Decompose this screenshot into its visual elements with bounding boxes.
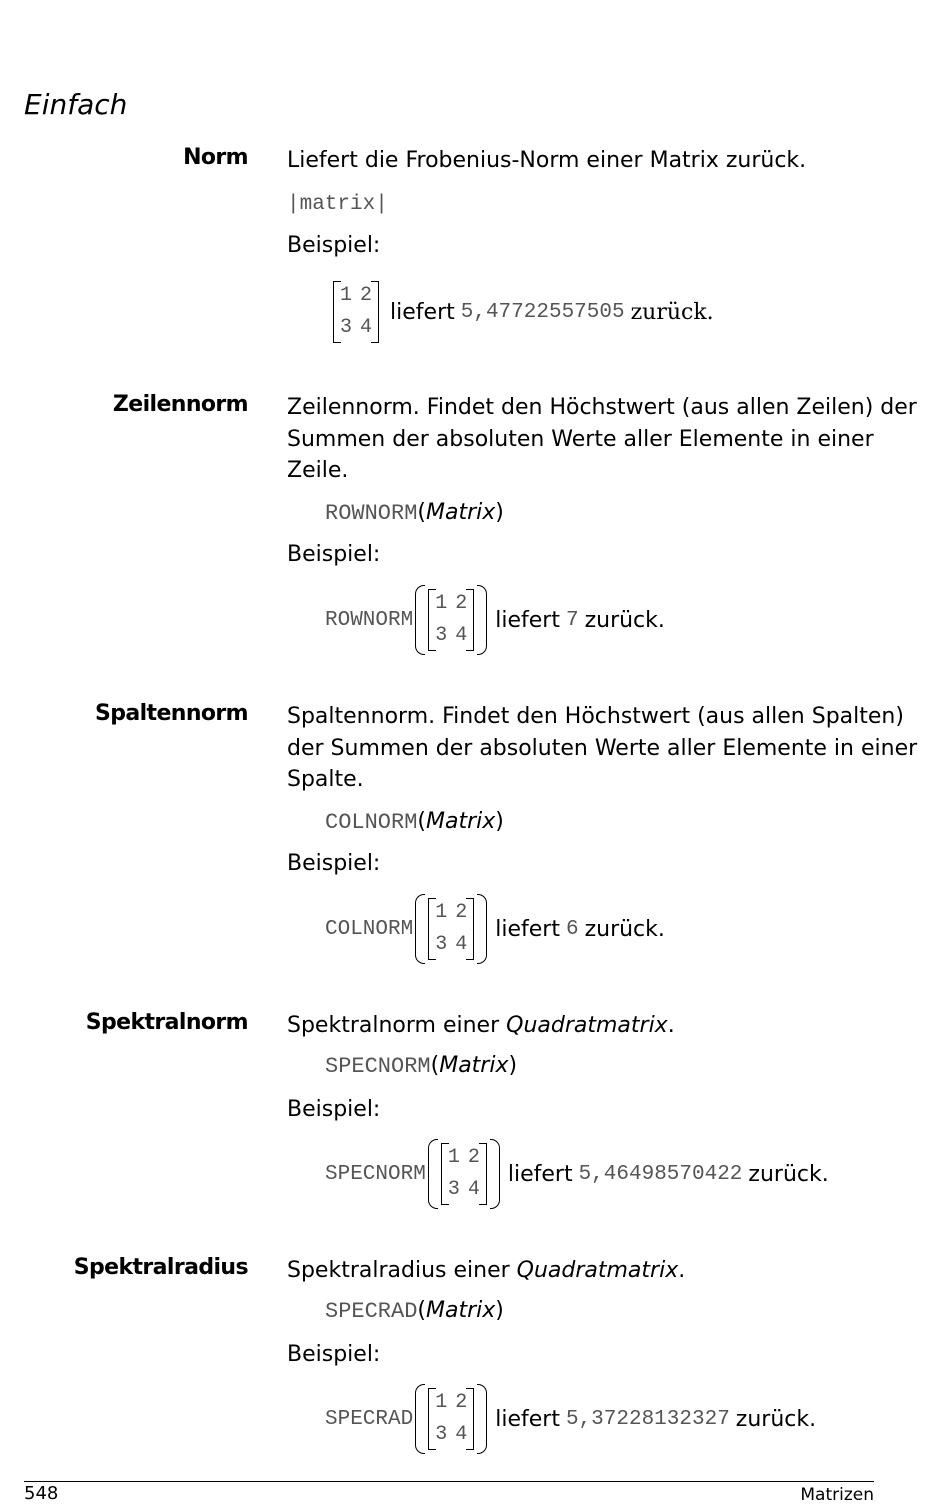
term-norm: Norm xyxy=(183,145,248,170)
term-spaltennorm: Spaltennorm xyxy=(94,701,248,726)
example-text: liefert xyxy=(390,299,455,325)
matrix-spaltennorm: 1 2 3 4 xyxy=(428,898,474,960)
example-value: 5,47722557505 xyxy=(460,300,625,324)
term-spektralnorm: Spektralnorm xyxy=(85,1010,248,1035)
syntax-zeilennorm: ROWNORM(Matrix) xyxy=(325,500,504,526)
matrix-spektralradius: 1 2 3 4 xyxy=(428,1388,474,1450)
beispiel-label: Beispiel: xyxy=(287,233,381,258)
example-spektralnorm: SPECNORM 1 2 3 4 liefert 5,46498570422 zurück. xyxy=(325,1139,829,1209)
example-spektralradius: SPECRAD 1 2 3 4 liefert 5,37228132327 zurück. xyxy=(325,1384,816,1454)
syntax-spaltennorm: COLNORM(Matrix) xyxy=(325,809,504,835)
desc-spektralnorm: Spektralnorm einer Quadratmatrix. xyxy=(287,1013,675,1038)
beispiel-label: Beispiel: xyxy=(287,1097,381,1122)
example-spaltennorm: COLNORM 1 2 3 4 liefert 6 zurück. xyxy=(325,894,665,964)
matrix-norm: 1 2 3 4 xyxy=(333,281,379,343)
example-zeilennorm: ROWNORM 1 2 3 4 liefert 7 zurück. xyxy=(325,585,665,655)
example-norm xyxy=(330,281,714,343)
desc-spektralradius: Spektralradius einer Quadratmatrix. xyxy=(287,1258,686,1283)
syntax-spektralnorm: SPECNORM(Matrix) xyxy=(325,1053,518,1079)
desc-norm: Liefert die Frobenius-Norm einer Matrix zurück. xyxy=(287,148,807,173)
term-zeilennorm: Zeilennorm xyxy=(112,392,248,417)
section-title: Einfach xyxy=(24,88,128,121)
beispiel-label: Beispiel: xyxy=(287,1342,381,1367)
term-spektralradius: Spektralradius xyxy=(73,1255,248,1280)
example-text: zurück. xyxy=(630,299,714,325)
syntax-norm: |matrix| xyxy=(287,193,388,216)
desc-spaltennorm: Spaltennorm. Findet den Höchstwert (aus allen Spalten) der Summen der absoluten Werte aller Elemente in einer Spalte. xyxy=(287,704,918,792)
page-number: 548 xyxy=(24,1483,59,1504)
matrix-zeilennorm: 1 2 3 4 xyxy=(428,589,474,651)
matrix-spektralnorm: 1 2 3 4 xyxy=(441,1143,487,1205)
desc-zeilennorm: Zeilennorm. Findet den Höchstwert (aus allen Zeilen) der Summen der absoluten Werte aller Elemente in einer Zeile. xyxy=(287,395,917,483)
footer-rule xyxy=(24,1481,874,1482)
beispiel-label: Beispiel: xyxy=(287,542,381,567)
syntax-spektralradius: SPECRAD(Matrix) xyxy=(325,1298,504,1324)
beispiel-label: Beispiel: xyxy=(287,851,381,876)
chapter-name: Matrizen xyxy=(800,1485,874,1505)
